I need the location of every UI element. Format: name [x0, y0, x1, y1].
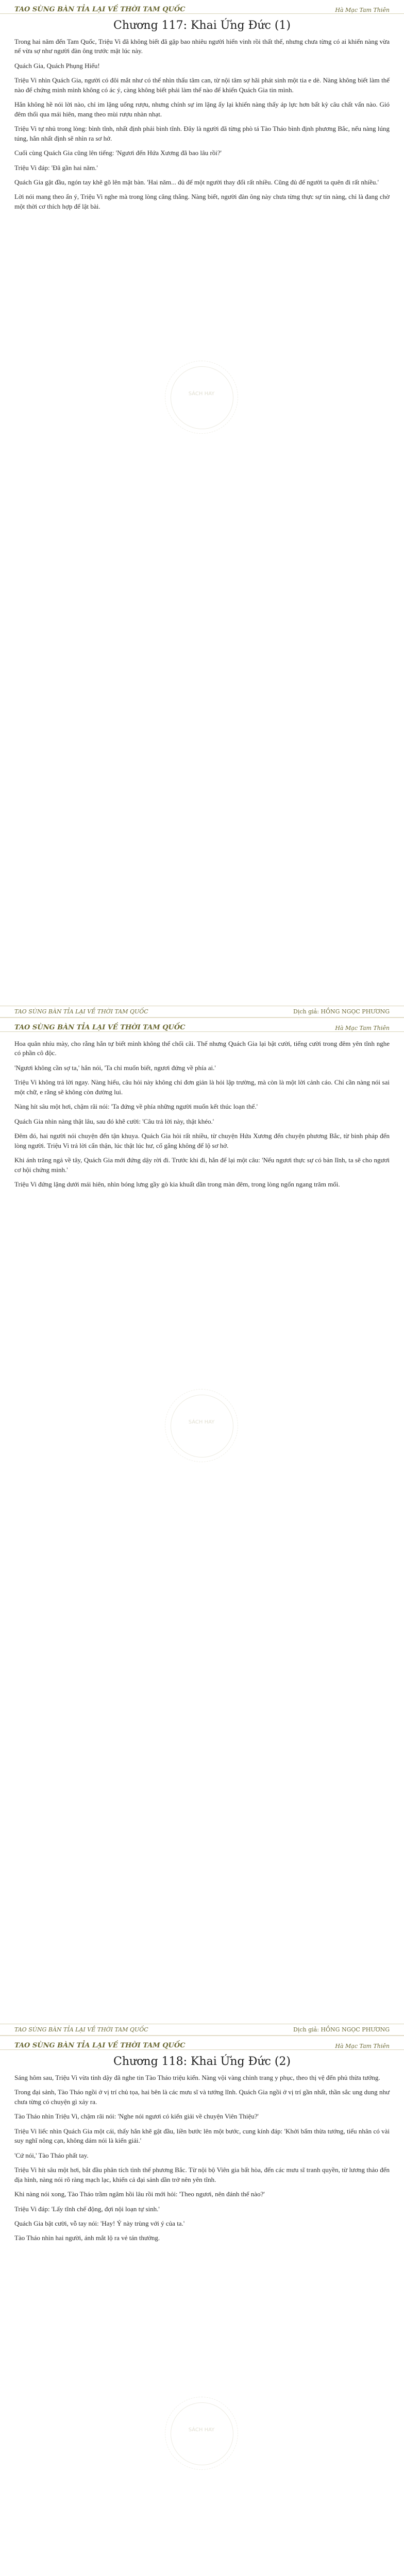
page-footer: [0, 2024, 404, 2035]
paragraph: Hoa quân nhíu mày, cho rằng hắn tự biết mình không thể chối cãi. Thế nhưng Quách Gia lại bật cười, tiếng cười trong đêm yên tĩnh nghe có phần cô độc.: [14, 1040, 390, 1057]
page-header: [0, 0, 404, 14]
paragraph: Lời nói mang theo ẩn ý, Triệu Vi nghe mà trong lòng căng thẳng. Nàng biết, người đàn ông này chưa từng thực sự tin nàng, chỉ là đang chờ một thời cơ thích hợp để lật bài.: [14, 193, 390, 210]
series-title: TAO SÙNG BÀN TỈA LẠI VỀ THỜI TAM QUỐC: [14, 1024, 186, 1031]
paragraph: Tào Tháo nhìn hai người, ánh mắt lộ ra vẻ tán thưởng.: [14, 2234, 160, 2242]
series-title: TAO SÙNG BÀN TỈA LẠI VỀ THỜI TAM QUỐC: [14, 2042, 186, 2049]
author-name: Hà Mạc Tam Thiên: [335, 2043, 390, 2049]
paragraph: Trong đại sảnh, Tào Tháo ngồi ở vị trí chủ tọa, hai bên là các mưu sĩ và tướng lĩnh. Quách Gia ngồi ở vị trí gần nhất, thần sắc ung dung như chưa từng có chuyện gì xảy ra.: [14, 2088, 390, 2106]
watermark-text: SÁCH HAY: [188, 1419, 215, 1425]
page-footer: [0, 1006, 404, 1017]
page-header: [0, 1018, 404, 1032]
paragraph: Sáng hôm sau, Triệu Vi vừa tỉnh dậy đã nghe tin Tào Tháo triệu kiến. Nàng vội vàng chỉnh trang y phục, theo thị vệ đến phủ thừa tướng.: [14, 2074, 380, 2081]
paragraph: Đêm đó, hai người nói chuyện đến tận khuya. Quách Gia hỏi rất nhiều, từ chuyện Hứa Xương đến chuyện phương Bắc, từ binh pháp đến lòng người. Triệu Vi trả lời cẩn thận, lúc thật lúc hư, cố gắng không để lộ sơ hở.: [14, 1132, 390, 1149]
paragraph: Tào Tháo nhìn Triệu Vi, chậm rãi nói: 'Nghe nói ngươi có kiến giải về chuyện Viên Thiệu?': [14, 2112, 259, 2121]
paragraph: Trong hai năm đến Tam Quốc, Triệu Vi đã không biết đã gặp bao nhiêu người hiển vinh rồi thất thế, nhưng chưa từng có ai khiến nàng vừa nể vừa sợ như người đàn ông trước mặt lúc này.: [14, 38, 390, 55]
chapter-title: Chương 117: Khai Ứng Đức (1): [113, 19, 291, 32]
paragraph: Triệu Vi tự nhủ trong lòng: bình tĩnh, nhất định phải bình tĩnh. Đây là người đã từng phò tá Tào Tháo bình định phương Bắc, nếu nàng lúng túng, hắn nhất định sẽ nhìn ra sơ hở.: [14, 125, 390, 142]
chapter-content: [0, 37, 404, 211]
paragraph: Quách Gia nhìn nàng thật lâu, sau đó khẽ cười: 'Câu trả lời này, thật khéo.': [14, 1117, 214, 1125]
paragraph: Khi nàng nói xong, Tào Tháo trầm ngâm hồi lâu rồi mới hỏi: 'Theo ngươi, nên đánh thế nào?': [14, 2190, 265, 2198]
paragraph: Quách Gia bật cười, vỗ tay nói: 'Hay! Ý này trùng với ý của ta.': [14, 2219, 185, 2227]
footer-credit: Dịch giả: HỒNG NGỌC PHƯƠNG: [293, 1008, 390, 1015]
page-header: [0, 2036, 404, 2050]
watermark-text: SÁCH HAY: [188, 2427, 215, 2433]
page-section-1: [0, 0, 404, 1017]
paragraph: Cuối cùng Quách Gia cũng lên tiếng: 'Ngươi đến Hứa Xương đã bao lâu rồi?': [14, 149, 222, 157]
paragraph: Quách Gia gật đầu, ngón tay khẽ gõ lên mặt bàn. 'Hai năm... đủ để một người thay đổi rất nhiều. Cũng đủ để người ta quên đi rất nhiều.': [14, 178, 379, 186]
footer-site: TAO SÙNG BÀN TỈA LẠI VỀ THỜI TAM QUỐC: [14, 2026, 148, 2033]
paragraph: Triệu Vi liếc nhìn Quách Gia một cái, thấy hắn khẽ gật đầu, liền bước lên một bước, cung kính đáp: 'Khởi bẩm thừa tướng, tiểu nhân có vài suy nghĩ nông cạn, không dám nói là kiến giải.': [14, 2127, 390, 2145]
paragraph: 'Cứ nói,' Tào Tháo phất tay.: [14, 2151, 89, 2159]
paragraph: Triệu Vi hít sâu một hơi, bắt đầu phân tích tình thế phương Bắc. Từ nội bộ Viên gia bất hòa, đến các mưu sĩ tranh quyền, từ lương thảo đến địa hình, nàng nói rõ ràng mạch lạc, khiến cả đại sảnh dần trở nên yên tĩnh.: [14, 2166, 390, 2183]
watermark-seal: [165, 2397, 238, 2470]
watermark-seal: [165, 1389, 238, 1462]
footer-credit: Dịch giả: HỒNG NGỌC PHƯƠNG: [293, 2026, 390, 2033]
watermark-text: SÁCH HAY: [188, 391, 215, 397]
chapter-content: [0, 1039, 404, 1189]
paragraph: Nàng hít sâu một hơi, chậm rãi nói: 'Ta đứng về phía những người muốn kết thúc loạn thế.': [14, 1103, 258, 1111]
paragraph: 'Ngươi không cần sợ ta,' hắn nói, 'Ta chỉ muốn biết, ngươi đứng về phía ai.': [14, 1063, 216, 1072]
paragraph: Quách Gia, Quách Phụng Hiếu!: [14, 61, 100, 70]
author-name: Hà Mạc Tam Thiên: [335, 7, 390, 13]
series-title: TAO SÙNG BÀN TỈA LẠI VỀ THỜI TAM QUỐC: [14, 6, 186, 13]
footer-site: TAO SÙNG BÀN TỈA LẠI VỀ THỜI TAM QUỐC: [14, 1008, 148, 1015]
author-name: Hà Mạc Tam Thiên: [335, 1025, 390, 1031]
chapter-title: Chương 118: Khai Ứng Đức (2): [113, 2055, 291, 2068]
paragraph: Hắn không hề nói lời nào, chỉ im lặng uống rượu, nhưng chính sự im lặng ấy lại khiến nàng thấy áp lực hơn bất kỳ câu chất vấn nào. Gió đêm thổi qua mái hiên, mang theo mùi rượu nhàn nhạt.: [14, 100, 390, 118]
page-section-2: [0, 1018, 404, 2035]
paragraph: Triệu Vi đáp: 'Lấy tĩnh chế động, đợi nội loạn tự sinh.': [14, 2205, 160, 2213]
page-section-3: [0, 2036, 404, 2576]
paragraph: Triệu Vi không trả lời ngay. Nàng hiểu, câu hỏi này không chỉ đơn giản là hỏi lập trường, mà còn là một lời cảnh cáo. Chỉ cần nàng nói sai một chữ, e rằng sẽ không còn đường lui.: [14, 1078, 390, 1096]
paragraph: Triệu Vi đứng lặng dưới mái hiên, nhìn bóng lưng gầy gò kia khuất dần trong màn đêm, trong lòng ngổn ngang trăm mối.: [14, 1180, 340, 1188]
paragraph: Khi ánh trăng ngả về tây, Quách Gia mới đứng dậy rời đi. Trước khi đi, hắn để lại một câu: 'Nếu ngươi thực sự có bản lĩnh, ta sẽ cho ngươi cơ hội chứng minh.': [14, 1156, 390, 1174]
watermark-seal: [165, 361, 238, 434]
chapter-content: [0, 2073, 404, 2243]
paragraph: Triệu Vi nhìn Quách Gia, người có đôi mắt như có thể nhìn thấu tâm can, từ nội tâm sợ hãi phát sinh một tia e dè. Nàng không biết làm thế nào để chứng minh mình không có ác ý, càng không biết phải làm thế nào để khiến Quách Gia tin mình.: [14, 76, 390, 94]
paragraph: Triệu Vi đáp: 'Đã gần hai năm.': [14, 163, 98, 172]
